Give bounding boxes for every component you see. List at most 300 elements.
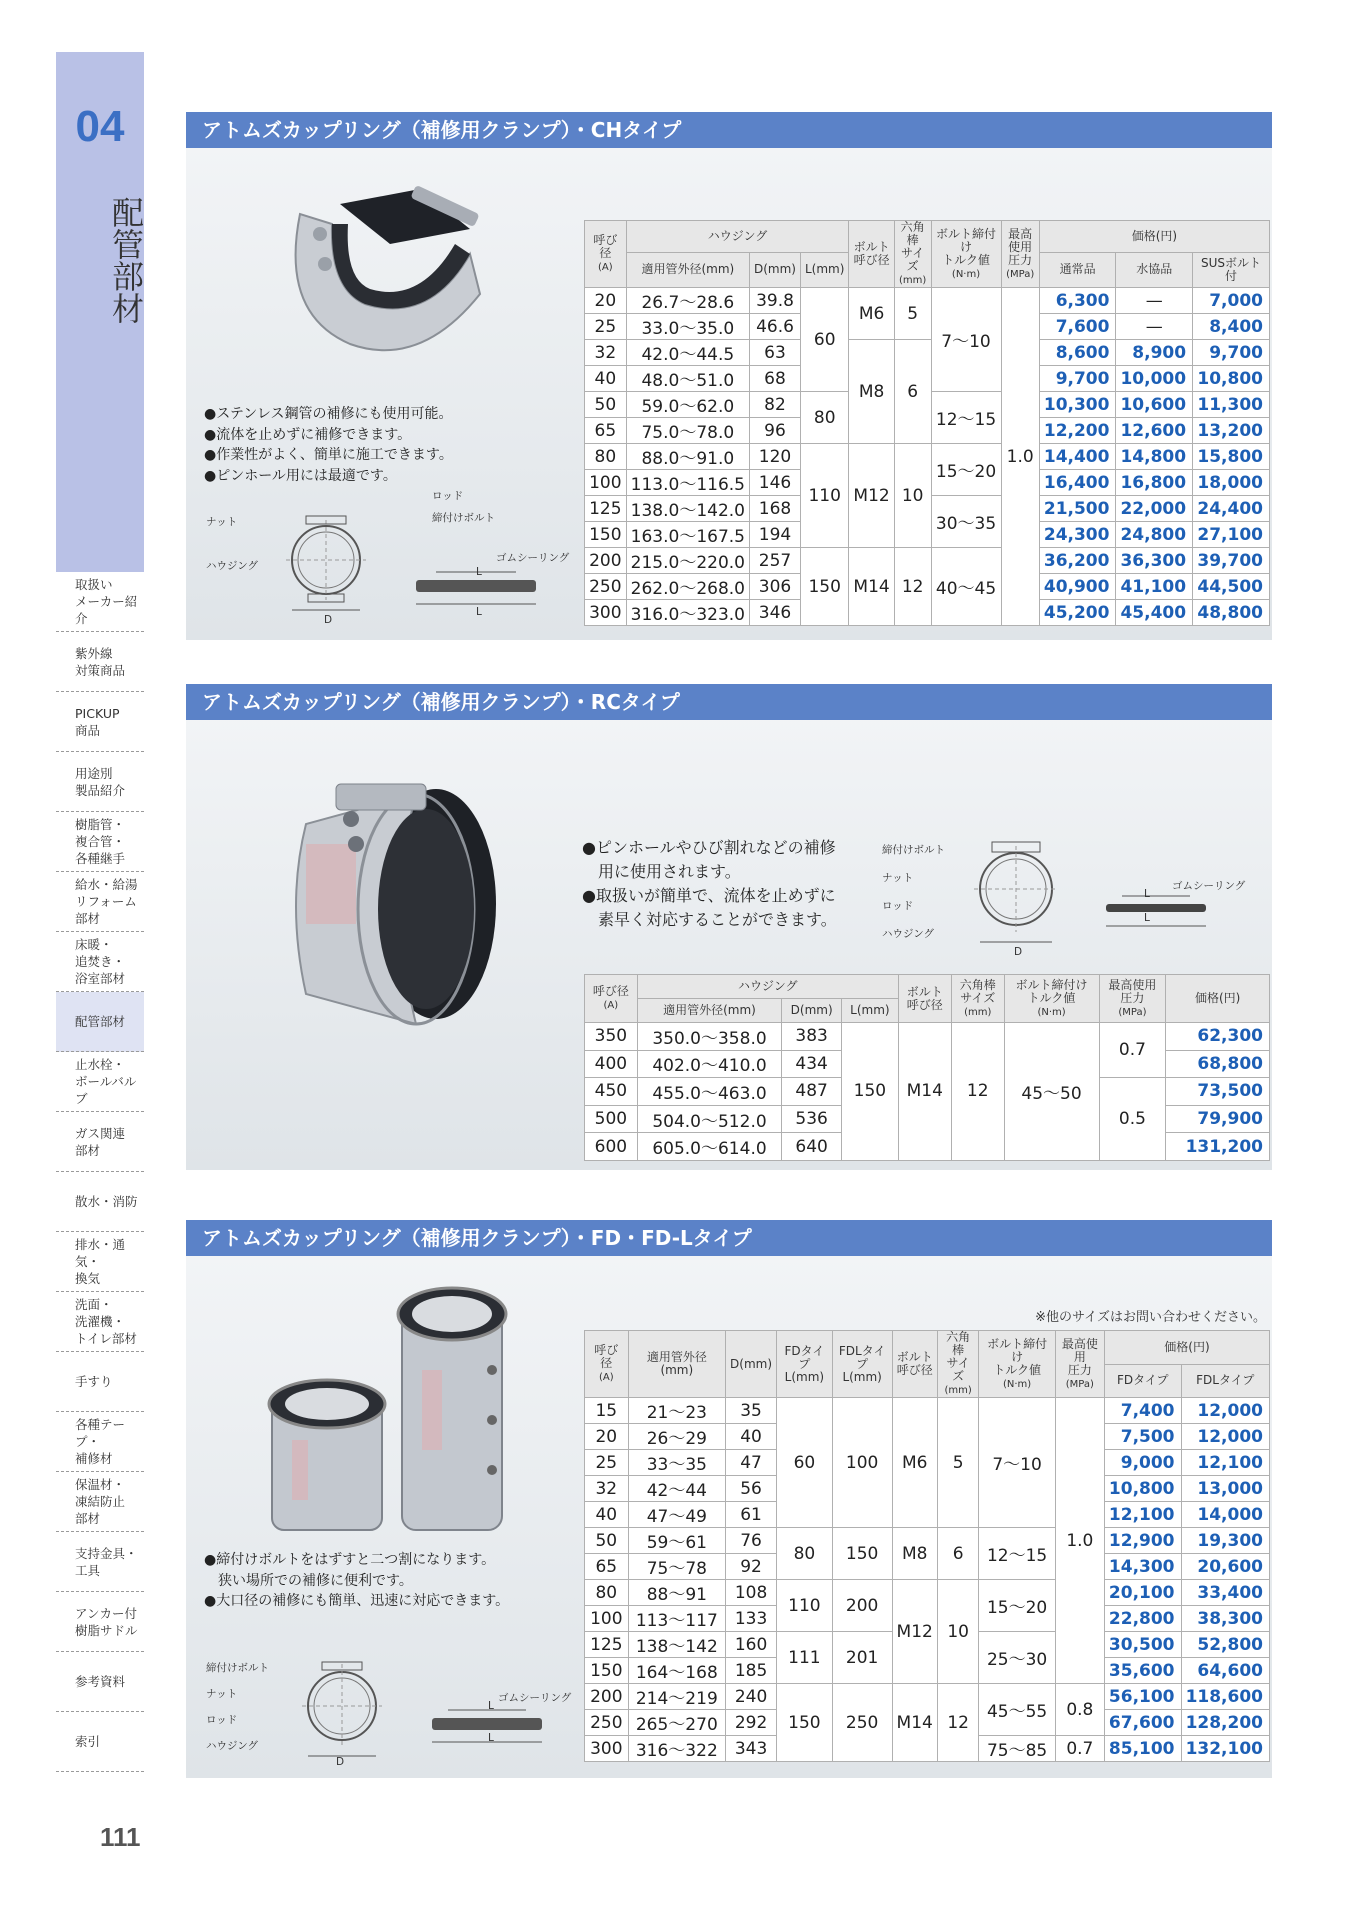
cell-l: 80 — [800, 392, 848, 444]
cell-bolt: M8 — [892, 1528, 937, 1580]
cell-od: 214〜219 — [628, 1684, 725, 1710]
cell-yobi: 250 — [585, 574, 627, 600]
cell-bolt: M8 — [849, 340, 894, 444]
cell-torque: 7〜10 — [931, 288, 1001, 392]
sidebar-item-10[interactable]: 散水・消防 — [56, 1172, 144, 1232]
section-ch — [186, 112, 1272, 640]
col-d-label: D(mm) — [790, 1003, 833, 1017]
col-bolt-label: ボルト 呼び径 — [906, 984, 943, 1012]
cell-price-fdl: 118,600 — [1181, 1684, 1269, 1710]
cell-price: 24,800 — [1116, 522, 1193, 548]
cell-fd-l: 111 — [777, 1632, 833, 1684]
section-fd — [186, 1220, 1272, 1778]
cell-price: 73,500 — [1166, 1078, 1270, 1106]
table-header-row — [585, 1331, 1270, 1365]
cell-price: 18,000 — [1193, 470, 1270, 496]
ch-diag-gasket-label: ゴムシーリング — [496, 552, 570, 564]
sidebar-item-16[interactable]: 支持金具・ 工具 — [56, 1532, 144, 1592]
cell-d: 46.6 — [750, 314, 801, 340]
cell-fdl-l: 250 — [832, 1684, 892, 1762]
col-price-std — [1039, 252, 1116, 287]
cell-price-fdl: 12,000 — [1181, 1424, 1269, 1450]
cell-price: 8,400 — [1193, 314, 1270, 340]
col-bolt-label: ボルト 呼び径 — [853, 240, 890, 267]
cell-od: 138.0〜142.0 — [626, 496, 749, 522]
col-press — [1001, 221, 1039, 288]
col-yobi-unit: (A) — [603, 1000, 619, 1011]
table-row — [585, 1023, 1270, 1051]
section-rc — [186, 684, 1272, 1170]
cell-price: 12,600 — [1116, 418, 1193, 444]
col-press — [1099, 975, 1166, 1023]
col-housing — [637, 975, 898, 999]
sidebar-item-17[interactable]: アンカー付 樹脂サドル — [56, 1592, 144, 1652]
cell-fdl-l: 100 — [832, 1398, 892, 1528]
ch-diag-rod-label: ロッド — [432, 490, 464, 502]
col-l — [800, 252, 848, 287]
fd-diag-l-label: L — [488, 1700, 494, 1712]
cell-price-fd: 22,800 — [1104, 1606, 1181, 1632]
cell-price-fd: 7,400 — [1104, 1398, 1181, 1424]
cell-hex: 5 — [937, 1398, 979, 1528]
cell-pressure: 0.7 — [1099, 1023, 1166, 1078]
cell-od: 163.0〜167.5 — [626, 522, 749, 548]
fd-feature-2: ●大口径の補修にも簡単、迅速に対応できます。 — [204, 1593, 510, 1609]
cell-od: 48.0〜51.0 — [626, 366, 749, 392]
col-bolt — [892, 1331, 937, 1398]
col-hex-label: 六角棒 サイズ — [959, 977, 996, 1005]
col-press — [1055, 1331, 1104, 1398]
fd-size-note: ※他のサイズはお問い合わせください。 — [1035, 1310, 1266, 1325]
sidebar-item-6[interactable]: 床暖・ 追焚き・ 浴室部材 — [56, 932, 144, 992]
col-price-label: 価格(円) — [1164, 1339, 1210, 1354]
rc-diag-rod-label: ロッド — [882, 900, 914, 912]
cell-price: 24,400 — [1193, 496, 1270, 522]
col-yobi — [585, 975, 638, 1023]
cell-yobi: 40 — [585, 1502, 629, 1528]
col-od-label: 適用管外径(mm) — [646, 1350, 707, 1377]
cell-price-fdl: 38,300 — [1181, 1606, 1269, 1632]
col-price-sus — [1193, 252, 1270, 287]
cell-d: 434 — [782, 1050, 842, 1078]
cell-yobi: 50 — [585, 392, 627, 418]
table-row — [585, 548, 1270, 574]
table-header-row — [585, 221, 1270, 253]
col-torque-label: ボルト締付け トルク値 — [987, 1336, 1048, 1377]
cell-yobi: 40 — [585, 366, 627, 392]
col-yobi — [585, 221, 627, 288]
cell-price-fd: 14,300 — [1104, 1554, 1181, 1580]
cell-d: 133 — [726, 1606, 777, 1632]
col-bolt-label: ボルト 呼び径 — [896, 1350, 933, 1377]
col-price-label: 価格(円) — [1194, 991, 1241, 1005]
sidebar-item-19[interactable]: 索引 — [56, 1712, 144, 1772]
ch-diag-l-label: L — [476, 566, 482, 578]
col-fd-l — [777, 1331, 833, 1398]
col-d-label: D(mm) — [730, 1356, 773, 1371]
cell-yobi: 25 — [585, 314, 627, 340]
cell-d: 108 — [726, 1580, 777, 1606]
cell-torque: 45〜50 — [1004, 1023, 1099, 1161]
cell-torque: 30〜35 — [931, 496, 1001, 548]
cell-od: 113〜117 — [628, 1606, 725, 1632]
col-yobi-label: 呼び径 — [594, 1343, 619, 1370]
cell-od: 88.0〜91.0 — [626, 444, 749, 470]
cell-price: 11,300 — [1193, 392, 1270, 418]
sidebar-item-15[interactable]: 保温材・ 凍結防止 部材 — [56, 1472, 144, 1532]
col-hex — [937, 1331, 979, 1398]
fd-cross-section-diagram — [282, 1650, 562, 1770]
cell-yobi: 500 — [585, 1105, 638, 1133]
cell-price: 12,200 — [1039, 418, 1116, 444]
col-torque-label: ボルト締付け トルク値 — [1015, 977, 1088, 1005]
fd-feature-1b: 狭い場所での補修に便利です。 — [204, 1572, 413, 1589]
col-bolt — [849, 221, 894, 288]
cell-d: 82 — [750, 392, 801, 418]
cell-yobi: 200 — [585, 1684, 629, 1710]
cell-bolt: M6 — [849, 288, 894, 340]
cell-od: 402.0〜410.0 — [637, 1050, 782, 1078]
cell-price: 48,800 — [1193, 600, 1270, 626]
cell-price: 24,300 — [1039, 522, 1116, 548]
fd-diag-rod-label: ロッド — [206, 1714, 238, 1726]
cell-d: 168 — [750, 496, 801, 522]
cell-bolt: M12 — [892, 1580, 937, 1684]
col-torque-unit: (N·m) — [951, 268, 981, 280]
table-row — [585, 1684, 1270, 1710]
col-hex-unit: (mm) — [944, 1385, 972, 1396]
cell-price: 7,600 — [1039, 314, 1116, 340]
cell-price: 45,200 — [1039, 600, 1116, 626]
sidebar-item-14[interactable]: 各種テープ・ 補修材 — [56, 1412, 144, 1472]
cell-price: 13,200 — [1193, 418, 1270, 444]
cell-yobi: 150 — [585, 522, 627, 548]
ch-product-photo — [270, 184, 500, 374]
cell-d: 39.8 — [750, 288, 801, 314]
rc-diag-d-label: D — [1014, 946, 1023, 958]
chapter-title: 配管部材 — [107, 196, 145, 324]
col-fd-l-label: FDタイプ L(mm) — [784, 1343, 825, 1384]
cell-price: 44,500 — [1193, 574, 1270, 600]
cell-d: 35 — [726, 1398, 777, 1424]
col-yobi-unit: (A) — [598, 262, 613, 273]
col-hex — [951, 975, 1004, 1023]
cell-price: 7,000 — [1193, 288, 1270, 314]
cell-hex: 6 — [894, 340, 931, 444]
col-d-label: D(mm) — [754, 262, 796, 277]
sidebar-item-5[interactable]: 給水・給湯 リフォーム 部材 — [56, 872, 144, 932]
cell-pressure: 1.0 — [1001, 288, 1039, 626]
rc-product-photo — [266, 764, 506, 1034]
cell-yobi: 600 — [585, 1133, 638, 1161]
cell-yobi: 250 — [585, 1710, 629, 1736]
fd-product-photo — [252, 1280, 532, 1550]
cell-price: 36,300 — [1116, 548, 1193, 574]
cell-d: 56 — [726, 1476, 777, 1502]
col-price — [1039, 221, 1269, 253]
ch-diag-bolt-label: 締付けボルト — [432, 512, 495, 524]
sidebar-item-2[interactable]: PICKUP 商品 — [56, 692, 144, 752]
fd-diag-gasket-label: ゴムシーリング — [498, 1692, 572, 1704]
cell-od: 75.0〜78.0 — [626, 418, 749, 444]
cell-d: 92 — [726, 1554, 777, 1580]
cell-l: 150 — [800, 548, 848, 626]
cell-yobi: 300 — [585, 1736, 629, 1762]
sidebar-nav — [56, 572, 144, 1772]
cell-d: 306 — [750, 574, 801, 600]
cell-yobi: 20 — [585, 1424, 629, 1450]
cell-d: 194 — [750, 522, 801, 548]
col-price-water — [1116, 252, 1193, 287]
cell-price-fdl: 64,600 — [1181, 1658, 1269, 1684]
fd-feature-list — [204, 1550, 509, 1612]
sidebar-item-18[interactable]: 参考資料 — [56, 1652, 144, 1712]
cell-od: 138〜142 — [628, 1632, 725, 1658]
rc-diag-nut-label: ナット — [882, 872, 914, 884]
col-price-fd-label: FDタイプ — [1116, 1373, 1169, 1388]
chapter-tab — [56, 52, 144, 572]
sidebar-item-3[interactable]: 用途別 製品紹介 — [56, 752, 144, 812]
col-press-label: 最高使用 圧力 — [1008, 226, 1033, 267]
cell-price: 36,200 — [1039, 548, 1116, 574]
cell-yobi: 20 — [585, 288, 627, 314]
sidebar-item-11[interactable]: 排水・通気・ 換気 — [56, 1232, 144, 1292]
section-title-rc: アトムズカップリング（補修用クランプ）・RCタイプ — [186, 684, 1272, 720]
cell-od: 455.0〜463.0 — [637, 1078, 782, 1106]
ch-diag-nut-label: ナット — [206, 516, 238, 528]
cell-torque: 12〜15 — [931, 392, 1001, 444]
cell-od: 316〜322 — [628, 1736, 725, 1762]
ch-feature-list — [204, 404, 453, 486]
fd-diag-nut-label: ナット — [206, 1688, 238, 1700]
cell-price-fd: 67,600 — [1104, 1710, 1181, 1736]
col-price-fd — [1104, 1364, 1181, 1398]
cell-od: 26〜29 — [628, 1424, 725, 1450]
ch-diag-housing-label: ハウジング — [206, 560, 259, 572]
cell-price: 8,900 — [1116, 340, 1193, 366]
table-header-row — [585, 975, 1270, 999]
table-row — [585, 1580, 1270, 1606]
section-title-ch: アトムズカップリング（補修用クランプ）・CHタイプ — [186, 112, 1272, 148]
cell-yobi: 50 — [585, 1528, 629, 1554]
rc-diag-l2-label: L — [1144, 912, 1150, 924]
cell-bolt: M6 — [892, 1398, 937, 1528]
col-od-label: 適用管外径(mm) — [641, 262, 735, 277]
col-torque — [1004, 975, 1099, 1023]
cell-price: 10,000 — [1116, 366, 1193, 392]
col-torque-label: ボルト締付け トルク値 — [936, 226, 997, 267]
col-yobi-unit: (A) — [598, 1372, 614, 1383]
sidebar-item-0[interactable]: 取扱い メーカー紹介 — [56, 572, 144, 632]
col-price — [1104, 1331, 1269, 1365]
cell-yobi: 350 — [585, 1023, 638, 1051]
cell-price: 39,700 — [1193, 548, 1270, 574]
cell-yobi: 25 — [585, 1450, 629, 1476]
cell-od: 33.0〜35.0 — [626, 314, 749, 340]
cell-d: 76 — [726, 1528, 777, 1554]
col-yobi-label: 呼び径 — [592, 984, 629, 998]
col-fdl-l-label: FDLタイプ L(mm) — [838, 1343, 886, 1384]
cell-od: 42〜44 — [628, 1476, 725, 1502]
cell-bolt: M12 — [849, 444, 894, 548]
cell-bolt: M14 — [892, 1684, 937, 1762]
cell-d: 240 — [726, 1684, 777, 1710]
cell-price-fdl: 14,000 — [1181, 1502, 1269, 1528]
sidebar-item-1[interactable]: 紫外線 対策商品 — [56, 632, 144, 692]
cell-price: 45,400 — [1116, 600, 1193, 626]
cell-price: — — [1116, 314, 1193, 340]
col-price-std-label: 通常品 — [1059, 262, 1096, 277]
col-d — [726, 1331, 777, 1398]
rc-feature-1: ●ピンホールやひび割れなどの補修 — [582, 838, 836, 857]
col-price-sus-label: SUSボルト付 — [1201, 255, 1262, 283]
col-price-fdl — [1181, 1364, 1269, 1398]
col-hex-label: 六角棒 サイズ — [900, 220, 925, 273]
cell-fd-l: 80 — [777, 1528, 833, 1580]
sidebar-item-7[interactable]: 配管部材 — [56, 992, 144, 1052]
col-l-label: L(mm) — [850, 1003, 890, 1017]
cell-d: 160 — [726, 1632, 777, 1658]
cell-yobi: 150 — [585, 1658, 629, 1684]
col-housing — [626, 221, 849, 253]
cell-price-fd: 10,800 — [1104, 1476, 1181, 1502]
cell-od: 88〜91 — [628, 1580, 725, 1606]
cell-yobi: 15 — [585, 1398, 629, 1424]
cell-od: 605.0〜614.0 — [637, 1133, 782, 1161]
cell-od: 164〜168 — [628, 1658, 725, 1684]
cell-hex: 12 — [937, 1684, 979, 1762]
col-torque — [931, 221, 1001, 288]
cell-price: 10,300 — [1039, 392, 1116, 418]
ch-feature-3: ●作業性がよく、簡単に施工できます。 — [204, 447, 453, 463]
cell-od: 113.0〜116.5 — [626, 470, 749, 496]
sidebar-item-13[interactable]: 手すり — [56, 1352, 144, 1412]
sidebar-item-9[interactable]: ガス関連 部材 — [56, 1112, 144, 1172]
cell-bolt: M14 — [849, 548, 894, 626]
sidebar-item-4[interactable]: 樹脂管・ 複合管・ 各種継手 — [56, 812, 144, 872]
cell-od: 215.0〜220.0 — [626, 548, 749, 574]
col-press-unit: (MPa) — [1118, 1006, 1147, 1018]
col-press-label: 最高使用 圧力 — [1108, 977, 1157, 1005]
chapter-number: 04 — [75, 102, 125, 151]
rc-spec-table — [584, 974, 1270, 1161]
cell-price: 27,100 — [1193, 522, 1270, 548]
cell-od: 59〜61 — [628, 1528, 725, 1554]
col-torque — [979, 1331, 1055, 1398]
cell-od: 316.0〜323.0 — [626, 600, 749, 626]
fd-diag-bolt-label: 締付けボルト — [206, 1662, 269, 1674]
cell-fdl-l: 200 — [832, 1580, 892, 1632]
cell-hex: 10 — [937, 1580, 979, 1684]
rc-diag-housing-label: ハウジング — [882, 928, 935, 940]
cell-price: 8,600 — [1039, 340, 1116, 366]
cell-price: 68,800 — [1166, 1050, 1270, 1078]
cell-price-fdl: 20,600 — [1181, 1554, 1269, 1580]
cell-d: 68 — [750, 366, 801, 392]
table-row — [585, 1398, 1270, 1424]
cell-pressure: 1.0 — [1055, 1398, 1104, 1684]
cell-fdl-l: 150 — [832, 1528, 892, 1580]
cell-fdl-l: 201 — [832, 1632, 892, 1684]
col-price-fdl-label: FDLタイプ — [1196, 1373, 1255, 1388]
cell-d: 40 — [726, 1424, 777, 1450]
cell-torque: 15〜20 — [979, 1580, 1055, 1632]
cell-yobi: 100 — [585, 470, 627, 496]
cell-torque: 7〜10 — [979, 1398, 1055, 1528]
cell-d: 346 — [750, 600, 801, 626]
ch-spec-table — [584, 220, 1270, 626]
col-od — [626, 252, 749, 287]
cell-d: 96 — [750, 418, 801, 444]
cell-price: — — [1116, 288, 1193, 314]
cell-price-fdl: 12,000 — [1181, 1398, 1269, 1424]
cell-d: 120 — [750, 444, 801, 470]
cell-od: 26.7〜28.6 — [626, 288, 749, 314]
cell-bolt: M14 — [898, 1023, 951, 1161]
ch-feature-4: ●ピンホール用には最適です。 — [204, 467, 397, 484]
cell-price: 22,000 — [1116, 496, 1193, 522]
col-od — [637, 999, 782, 1023]
cell-od: 75〜78 — [628, 1554, 725, 1580]
cell-price: 9,700 — [1039, 366, 1116, 392]
cell-torque: 40〜45 — [931, 548, 1001, 626]
cell-d: 292 — [726, 1710, 777, 1736]
col-price-water-label: 水協品 — [1136, 262, 1173, 277]
col-press-unit: (MPa) — [1065, 1378, 1094, 1390]
rc-diag-bolt-label: 締付けボルト — [882, 844, 945, 856]
ch-feature-2: ●流体を止めずに補修できます。 — [204, 426, 412, 443]
cell-price: 16,800 — [1116, 470, 1193, 496]
cell-d: 536 — [782, 1105, 842, 1133]
cell-od: 59.0〜62.0 — [626, 392, 749, 418]
cell-price: 79,900 — [1166, 1105, 1270, 1133]
cell-od: 504.0〜512.0 — [637, 1105, 782, 1133]
cell-d: 61 — [726, 1502, 777, 1528]
cell-hex: 5 — [894, 288, 931, 340]
cell-price: 41,100 — [1116, 574, 1193, 600]
col-d — [750, 252, 801, 287]
cell-yobi: 300 — [585, 600, 627, 626]
col-yobi — [585, 1331, 629, 1398]
fd-diag-d-label: D — [336, 1756, 345, 1768]
cell-price: 131,200 — [1166, 1133, 1270, 1161]
col-l-label: L(mm) — [804, 262, 845, 277]
cell-d: 257 — [750, 548, 801, 574]
cell-price-fd: 7,500 — [1104, 1424, 1181, 1450]
fd-diag-housing-label: ハウジング — [206, 1740, 259, 1752]
table-row — [585, 340, 1270, 366]
cell-yobi: 80 — [585, 444, 627, 470]
cell-torque: 12〜15 — [979, 1528, 1055, 1580]
cell-price-fdl: 13,000 — [1181, 1476, 1269, 1502]
cell-yobi: 400 — [585, 1050, 638, 1078]
col-housing-label: ハウジング — [738, 979, 798, 993]
cell-price: 15,800 — [1193, 444, 1270, 470]
sidebar-item-8[interactable]: 止水栓・ ボールバルブ — [56, 1052, 144, 1112]
ch-diag-l2-label: L — [476, 606, 482, 618]
sidebar-item-12[interactable]: 洗面・ 洗濯機・ トイレ部材 — [56, 1292, 144, 1352]
col-torque-unit: (N·m) — [1002, 1378, 1032, 1390]
cell-price: 62,300 — [1166, 1023, 1270, 1051]
cell-price: 40,900 — [1039, 574, 1116, 600]
fd-diag-l2-label: L — [488, 1732, 494, 1744]
cell-fd-l: 150 — [777, 1684, 833, 1762]
col-press-label: 最高使用 圧力 — [1061, 1336, 1098, 1377]
cell-price-fd: 12,900 — [1104, 1528, 1181, 1554]
cell-pressure: 0.5 — [1099, 1078, 1166, 1161]
cell-pressure: 0.8 — [1055, 1684, 1104, 1736]
col-l — [842, 999, 899, 1023]
